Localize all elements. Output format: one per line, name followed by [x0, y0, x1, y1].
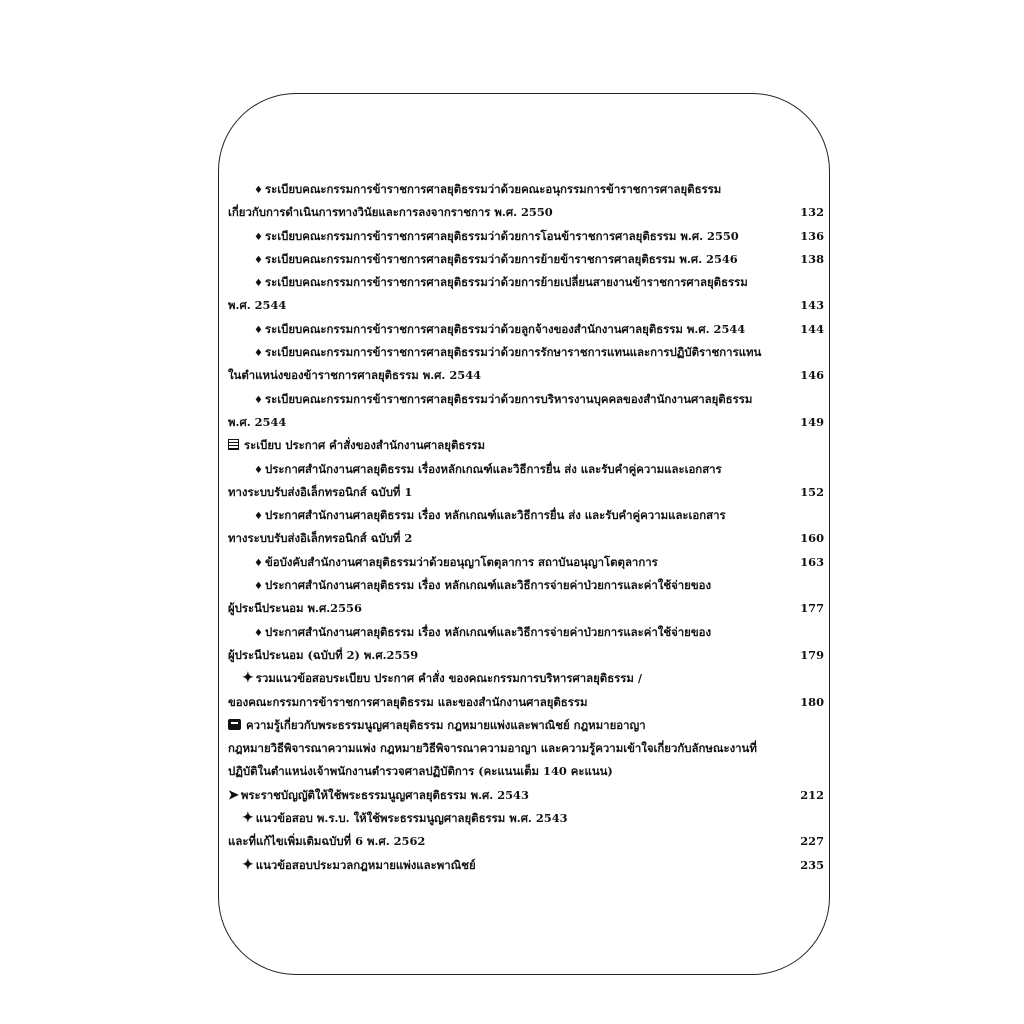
diamond-bullet-icon: ♦ [254, 627, 263, 639]
toc-page-number: 149 [800, 414, 824, 429]
toc-entry-text: ผู้ประนีประนอม พ.ศ.2556 [228, 601, 362, 616]
toc-entry-text: รวมแนวข้อสอบระเบียบ ประกาศ คำสั่ง ของคณะกรรมการบริหารศาลยุติธรรม / [255, 671, 643, 686]
toc-entry-text: กฎหมายวิธีพิจารณาความแพ่ง กฎหมายวิธีพิจารณาความอาญา และความรู้ความเข้าใจเกี่ยวกับลักษณะงานที่ [228, 741, 757, 756]
toc-entry-text: ความรู้เกี่ยวกับพระธรรมนูญศาลยุติธรรม กฎหมายแพ่งและพาณิชย์ กฎหมายอาญา [246, 717, 646, 732]
diamond-bullet-icon: ♦ [254, 581, 263, 593]
toc-line [228, 527, 824, 550]
toc-line [228, 691, 824, 714]
diamond-bullet-icon: ♦ [254, 185, 263, 196]
toc-page-number: 143 [800, 298, 824, 313]
toc-entry-text: ระเบียบคณะกรรมการข้าราชการศาลยุติธรรมว่าด้วยการรักษาราชการแทนและการปฏิบัติราชการแทน [264, 345, 762, 360]
toc-entry-text: ระเบียบคณะกรรมการข้าราชการศาลยุติธรรมว่าด้วยการย้ายข้าราชการศาลยุติธรรม พ.ศ. 2546 [264, 251, 738, 266]
diamond-bullet-icon: ♦ [254, 278, 263, 290]
toc-entry-text: ข้อบังคับสำนักงานศาลยุติธรรมว่าด้วยอนุญาโตตุลาการ สถาบันอนุญาโตตุลาการ [264, 554, 658, 569]
toc-page-number: 144 [800, 321, 824, 336]
diamond-bullet-icon: ♦ [254, 511, 263, 523]
toc-line [228, 458, 824, 481]
toc-entry-text: ทางระบบรับส่งอิเล็กทรอนิกส์ ฉบับที่ 1 [228, 484, 413, 499]
diamond-bullet-icon: ♦ [254, 394, 263, 406]
toc-line [228, 248, 824, 271]
books-icon [228, 719, 241, 730]
toc-line [228, 201, 824, 224]
diamond-bullet-icon: ♦ [254, 348, 263, 360]
toc-entry-text: พ.ศ. 2544 [228, 298, 287, 313]
toc-line [228, 597, 824, 620]
toc-line [228, 504, 824, 527]
toc-page-number: 136 [800, 228, 824, 243]
toc-line [228, 225, 824, 248]
toc-line [228, 551, 824, 574]
toc-entry-text: ระเบียบคณะกรรมการข้าราชการศาลยุติธรรมว่าด้วยการโอนข้าราชการศาลยุติธรรม พ.ศ. 2550 [264, 228, 739, 243]
toc-line [228, 364, 824, 387]
toc-entry-text: ในตำแหน่งของข้าราชการศาลยุติธรรม พ.ศ. 2544 [228, 368, 482, 383]
toc-line [228, 621, 824, 644]
toc-line [228, 271, 824, 294]
toc-line [228, 341, 824, 364]
toc-line [228, 178, 824, 201]
toc-entry-text: และที่แก้ไขเพิ่มเติมฉบับที่ 6 พ.ศ. 2562 [228, 834, 426, 849]
toc-page-number: 152 [800, 484, 824, 499]
toc-entry-text: พระราชบัญญัติให้ใช้พระธรรมนูญศาลยุติธรรม พ.ศ. 2543 [240, 787, 529, 802]
toc-line [228, 318, 824, 341]
toc-line [228, 411, 824, 434]
toc-page-number: 212 [800, 787, 824, 802]
toc-page-number: 132 [800, 205, 824, 220]
toc-line [228, 644, 824, 667]
toc-page-number: 180 [800, 694, 824, 709]
toc-page-number: 227 [800, 834, 824, 849]
toc-page-number: 146 [800, 368, 824, 383]
toc-line [228, 737, 824, 760]
toc-entry-text: ปฏิบัติในตำแหน่งเจ้าพนักงานตำรวจศาลปฏิบัติการ (คะแนนเต็ม 140 คะแนน) [228, 764, 613, 779]
toc-entry-text: ระเบียบ ประกาศ คำสั่งของสำนักงานศาลยุติธรรม [244, 438, 486, 453]
toc-page-number: 163 [800, 554, 824, 569]
toc-line [228, 854, 824, 877]
toc-line [228, 760, 824, 783]
toc-line [228, 434, 824, 457]
arrow-bullet-icon: ➤ [228, 787, 239, 803]
toc-entry-text: ระเบียบคณะกรรมการข้าราชการศาลยุติธรรมว่าด้วยการย้ายเปลี่ยนสายงานข้าราชการศาลยุติธรรม [264, 275, 748, 290]
four-point-star-icon: ✦ [242, 856, 254, 873]
toc-page-number: 160 [800, 531, 824, 546]
toc-entry-text: ระเบียบคณะกรรมการข้าราชการศาลยุติธรรมว่าด้วยการบริหารงานบุคคลของสำนักงานศาลยุติธรรม [264, 391, 753, 406]
toc-entry-text: แนวข้อสอบ พ.ร.บ. ให้ใช้พระธรรมนูญศาลยุติธรรม พ.ศ. 2543 [255, 811, 568, 826]
toc-entry-text: ระเบียบคณะกรรมการข้าราชการศาลยุติธรรมว่าด้วยคณะอนุกรรมการข้าราชการศาลยุติธรรม [264, 182, 722, 196]
diamond-bullet-icon: ♦ [254, 324, 263, 336]
toc-line [228, 481, 824, 504]
toc-page-number: 179 [800, 647, 824, 662]
toc-line [228, 830, 824, 853]
diamond-bullet-icon: ♦ [254, 557, 263, 569]
toc-page-number: 177 [800, 601, 824, 616]
toc-entry-text: ของคณะกรรมการข้าราชการศาลยุติธรรม และของสำนักงานศาลยุติธรรม [228, 694, 588, 709]
toc-entry-text: ผู้ประนีประนอม (ฉบับที่ 2) พ.ศ.2559 [228, 647, 419, 662]
toc-line [228, 807, 824, 830]
diamond-bullet-icon: ♦ [254, 231, 263, 243]
toc-page-number: 138 [800, 251, 824, 266]
diamond-bullet-icon: ♦ [254, 254, 263, 266]
toc-entry-text: ระเบียบคณะกรรมการข้าราชการศาลยุติธรรมว่าด้วยลูกจ้างของสำนักงานศาลยุติธรรม พ.ศ. 2544 [264, 321, 746, 336]
toc-line [228, 784, 824, 807]
toc-line [228, 714, 824, 737]
toc-entry-text: ทางระบบรับส่งอิเล็กทรอนิกส์ ฉบับที่ 2 [228, 531, 413, 546]
diamond-bullet-icon: ♦ [254, 464, 263, 476]
four-point-star-icon: ✦ [242, 810, 254, 827]
toc-line [228, 574, 824, 597]
toc-entry-text: พ.ศ. 2544 [228, 414, 287, 429]
toc-entry-text: ประกาศสำนักงานศาลยุติธรรม เรื่อง หลักเกณฑ์และวิธีการยื่น ส่ง และรับคำคู่ความและเอกสาร [264, 508, 726, 523]
toc-entry-text: เกี่ยวกับการดำเนินการทางวินัยและการลงจากราชการ พ.ศ. 2550 [228, 205, 553, 220]
four-point-star-icon: ✦ [242, 670, 254, 687]
toc-line [228, 388, 824, 411]
toc-page-number: 235 [800, 857, 824, 872]
toc-line [228, 667, 824, 690]
toc-entry-text: แนวข้อสอบประมวลกฎหมายแพ่งและพาณิชย์ [255, 857, 476, 872]
toc-line [228, 294, 824, 317]
toc-entry-text: ประกาศสำนักงานศาลยุติธรรม เรื่อง หลักเกณฑ์และวิธีการจ่ายค่าป่วยการและค่าใช้จ่ายของ [264, 624, 712, 639]
document-icon [228, 439, 239, 450]
toc-entry-text: ประกาศสำนักงานศาลยุติธรรม เรื่อง หลักเกณฑ์และวิธีการจ่ายค่าป่วยการและค่าใช้จ่ายของ [264, 578, 712, 593]
table-of-contents [228, 178, 824, 877]
toc-entry-text: ประกาศสำนักงานศาลยุติธรรม เรื่องหลักเกณฑ์และวิธีการยื่น ส่ง และรับคำคู่ความและเอกสาร [264, 461, 722, 476]
